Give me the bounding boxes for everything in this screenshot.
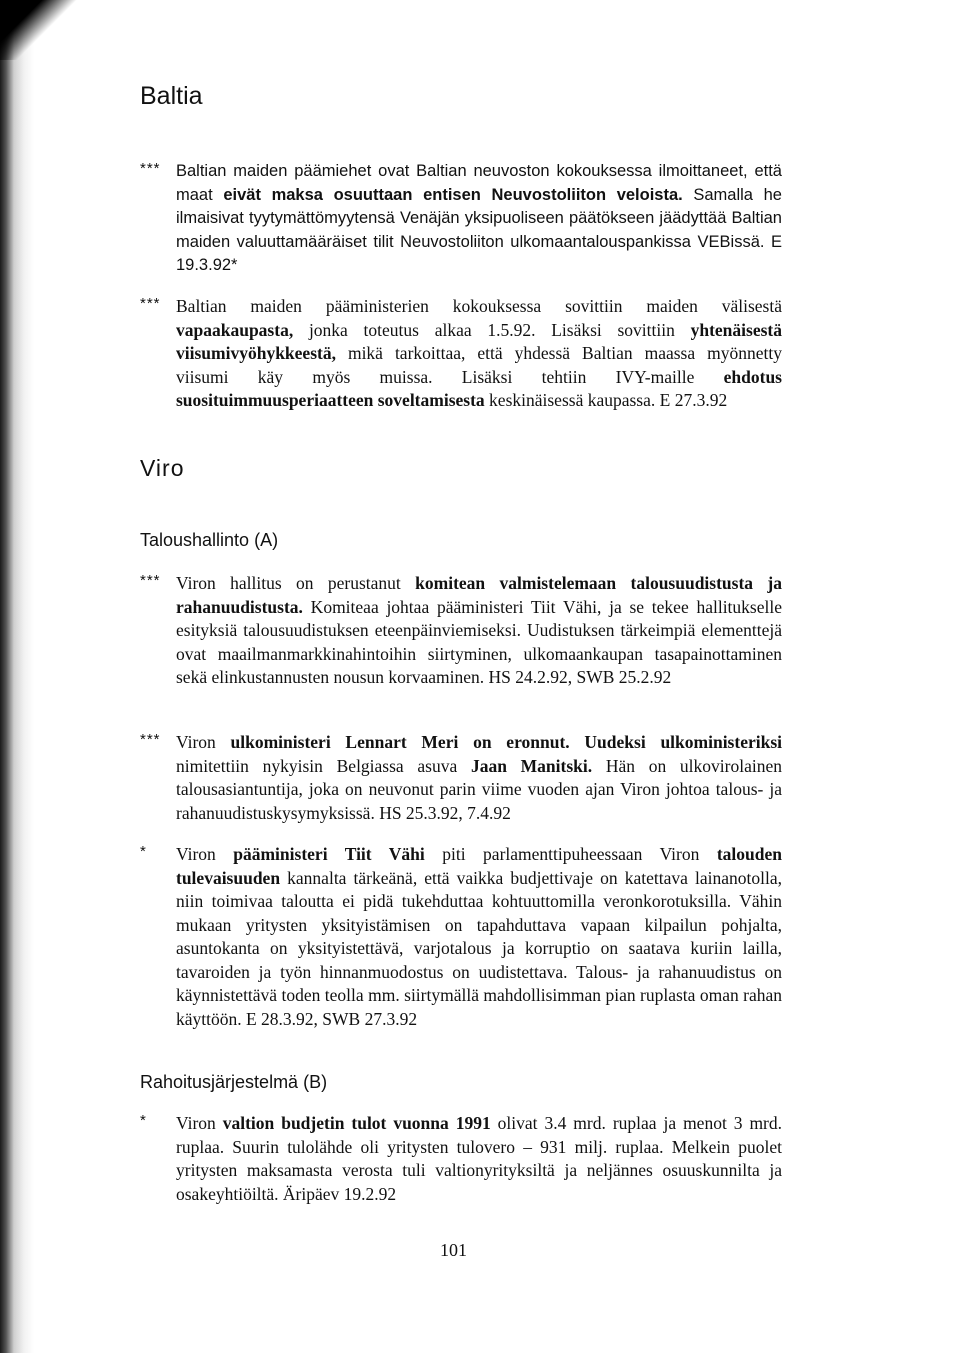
news-item-2 [140,295,780,413]
news-item-5 [140,843,780,1031]
item-text: Baltian maiden pääministerien kokouksessa sovittiin maiden välisestä vapaakaupasta, jonka toteutus alkaa 1.5.92. Lisäksi sovittiin yhtenäisestä viisumivyöhykkeestä, mikä tarkoittaa, että yhdessä Baltian maassa myönnetty viisumi käy myös muissa. Lisäksi tehtiin IVY-maille ehdotus suosituimmuusperiaatteen soveltamisesta keskinäisessä kaupassa. E 27.3.92 [176,296,782,410]
item-text: Viron ulkoministeri Lennart Meri on eronnut. Uudeksi ulkoministeriksi nimitettiin nykyisin Belgiassa asuva Jaan Manitski. Hän on ulkovirolainen talousasiantuntija, joka on neuvonut parin viime vuoden ajan Viron johtoa talous- ja rahanuudistuskysymyksissä. HS 25.3.92, 7.4.92 [176,732,782,823]
item-text: Viron valtion budjetin tulot vuonna 1991 olivat 3.4 mrd. ruplaa ja menot 3 mrd. ruplaa. Suurin tulolähde oli yritysten tulovero – 931 milj. ruplaa. Melkein puolet yritysten maksamasta verosta tuli valtionyrityksiltä ja neljännes osuuskunnilta ja osakeyhtiöiltä. Äripäev 19.2.92 [176,1113,783,1204]
section-title-baltia: Baltia [140,82,203,110]
page-number: 101 [440,1240,467,1260]
item-text: Baltian maiden päämiehet ovat Baltian neuvoston kokouksessa ilmoittaneet, että maat eivät maksa osuuttaan entisen Neuvostoliiton veloista. Samalla he ilmaisivat tyytymättömyytensä Venäjän yksipuoliseen päätökseen jäädyttää Baltian maiden valuuttamääräiset tilit Neuvostoliiton ulkomaantalouspankissa VEBissä. E 19.3.92* [176,162,782,274]
scan-edge [0,0,34,1353]
news-item-3 [140,572,780,690]
news-item-1 [140,160,780,278]
item-marker: * [140,1112,147,1129]
item-marker: *** [140,160,161,177]
news-item-6 [140,1112,783,1206]
item-marker: *** [140,295,161,312]
item-marker: * [140,843,147,860]
item-text: Viron hallitus on perustanut komitean valmistelemaan talousuudistusta ja rahanuudistusta. Komiteaa johtaa pääministeri Tiit Vähi, ja se tekee hallitukselle esityksiä talousuudistuksen eteenpäinviemiseksi. Uudistuksen tärkeimpiä elementtejä ovat maailmanmarkkinahintoihin siirtyminen, ulkomaankaupan tasapainottaminen sekä elinkustannusten nousun korvaaminen. HS 24.2.92, SWB 25.2.92 [176,573,782,687]
scan-corner [0,0,80,60]
subsection-title-b: Rahoitusjärjestelmä (B) [140,1072,328,1092]
item-marker: *** [140,572,161,589]
section-title-viro: Viro [140,455,185,481]
news-item-4 [140,731,780,825]
subsection-title-a: Taloushallinto (A) [140,530,279,550]
item-text: Viron pääministeri Tiit Vähi piti parlamenttipuheessaan Viron talouden tulevaisuuden kannalta tärkeänä, että vaikka budjettivaje on katettava lainanotolla, niin toimivaa taloutta ei pidä tukehduttaa kohtuuttomilla veronkorotuksilla. Vähin mukaan yritysten yksityistämisen on tapahduttava vapaan kilpailun pohjalta, asuntokanta on yksityistettävä, varjotalous ja korruptio on saatava kuriin lailla, tavaroiden ja työn hinnanmuodostus on uudistettava. Talous- ja rahanuudistus on käynnistettävä toden teolla mm. siirtymällä mahdollisimman pian ruplasta oman rahan käyttöön. E 28.3.92, SWB 27.3.92 [176,844,782,1029]
item-marker: *** [140,731,161,748]
